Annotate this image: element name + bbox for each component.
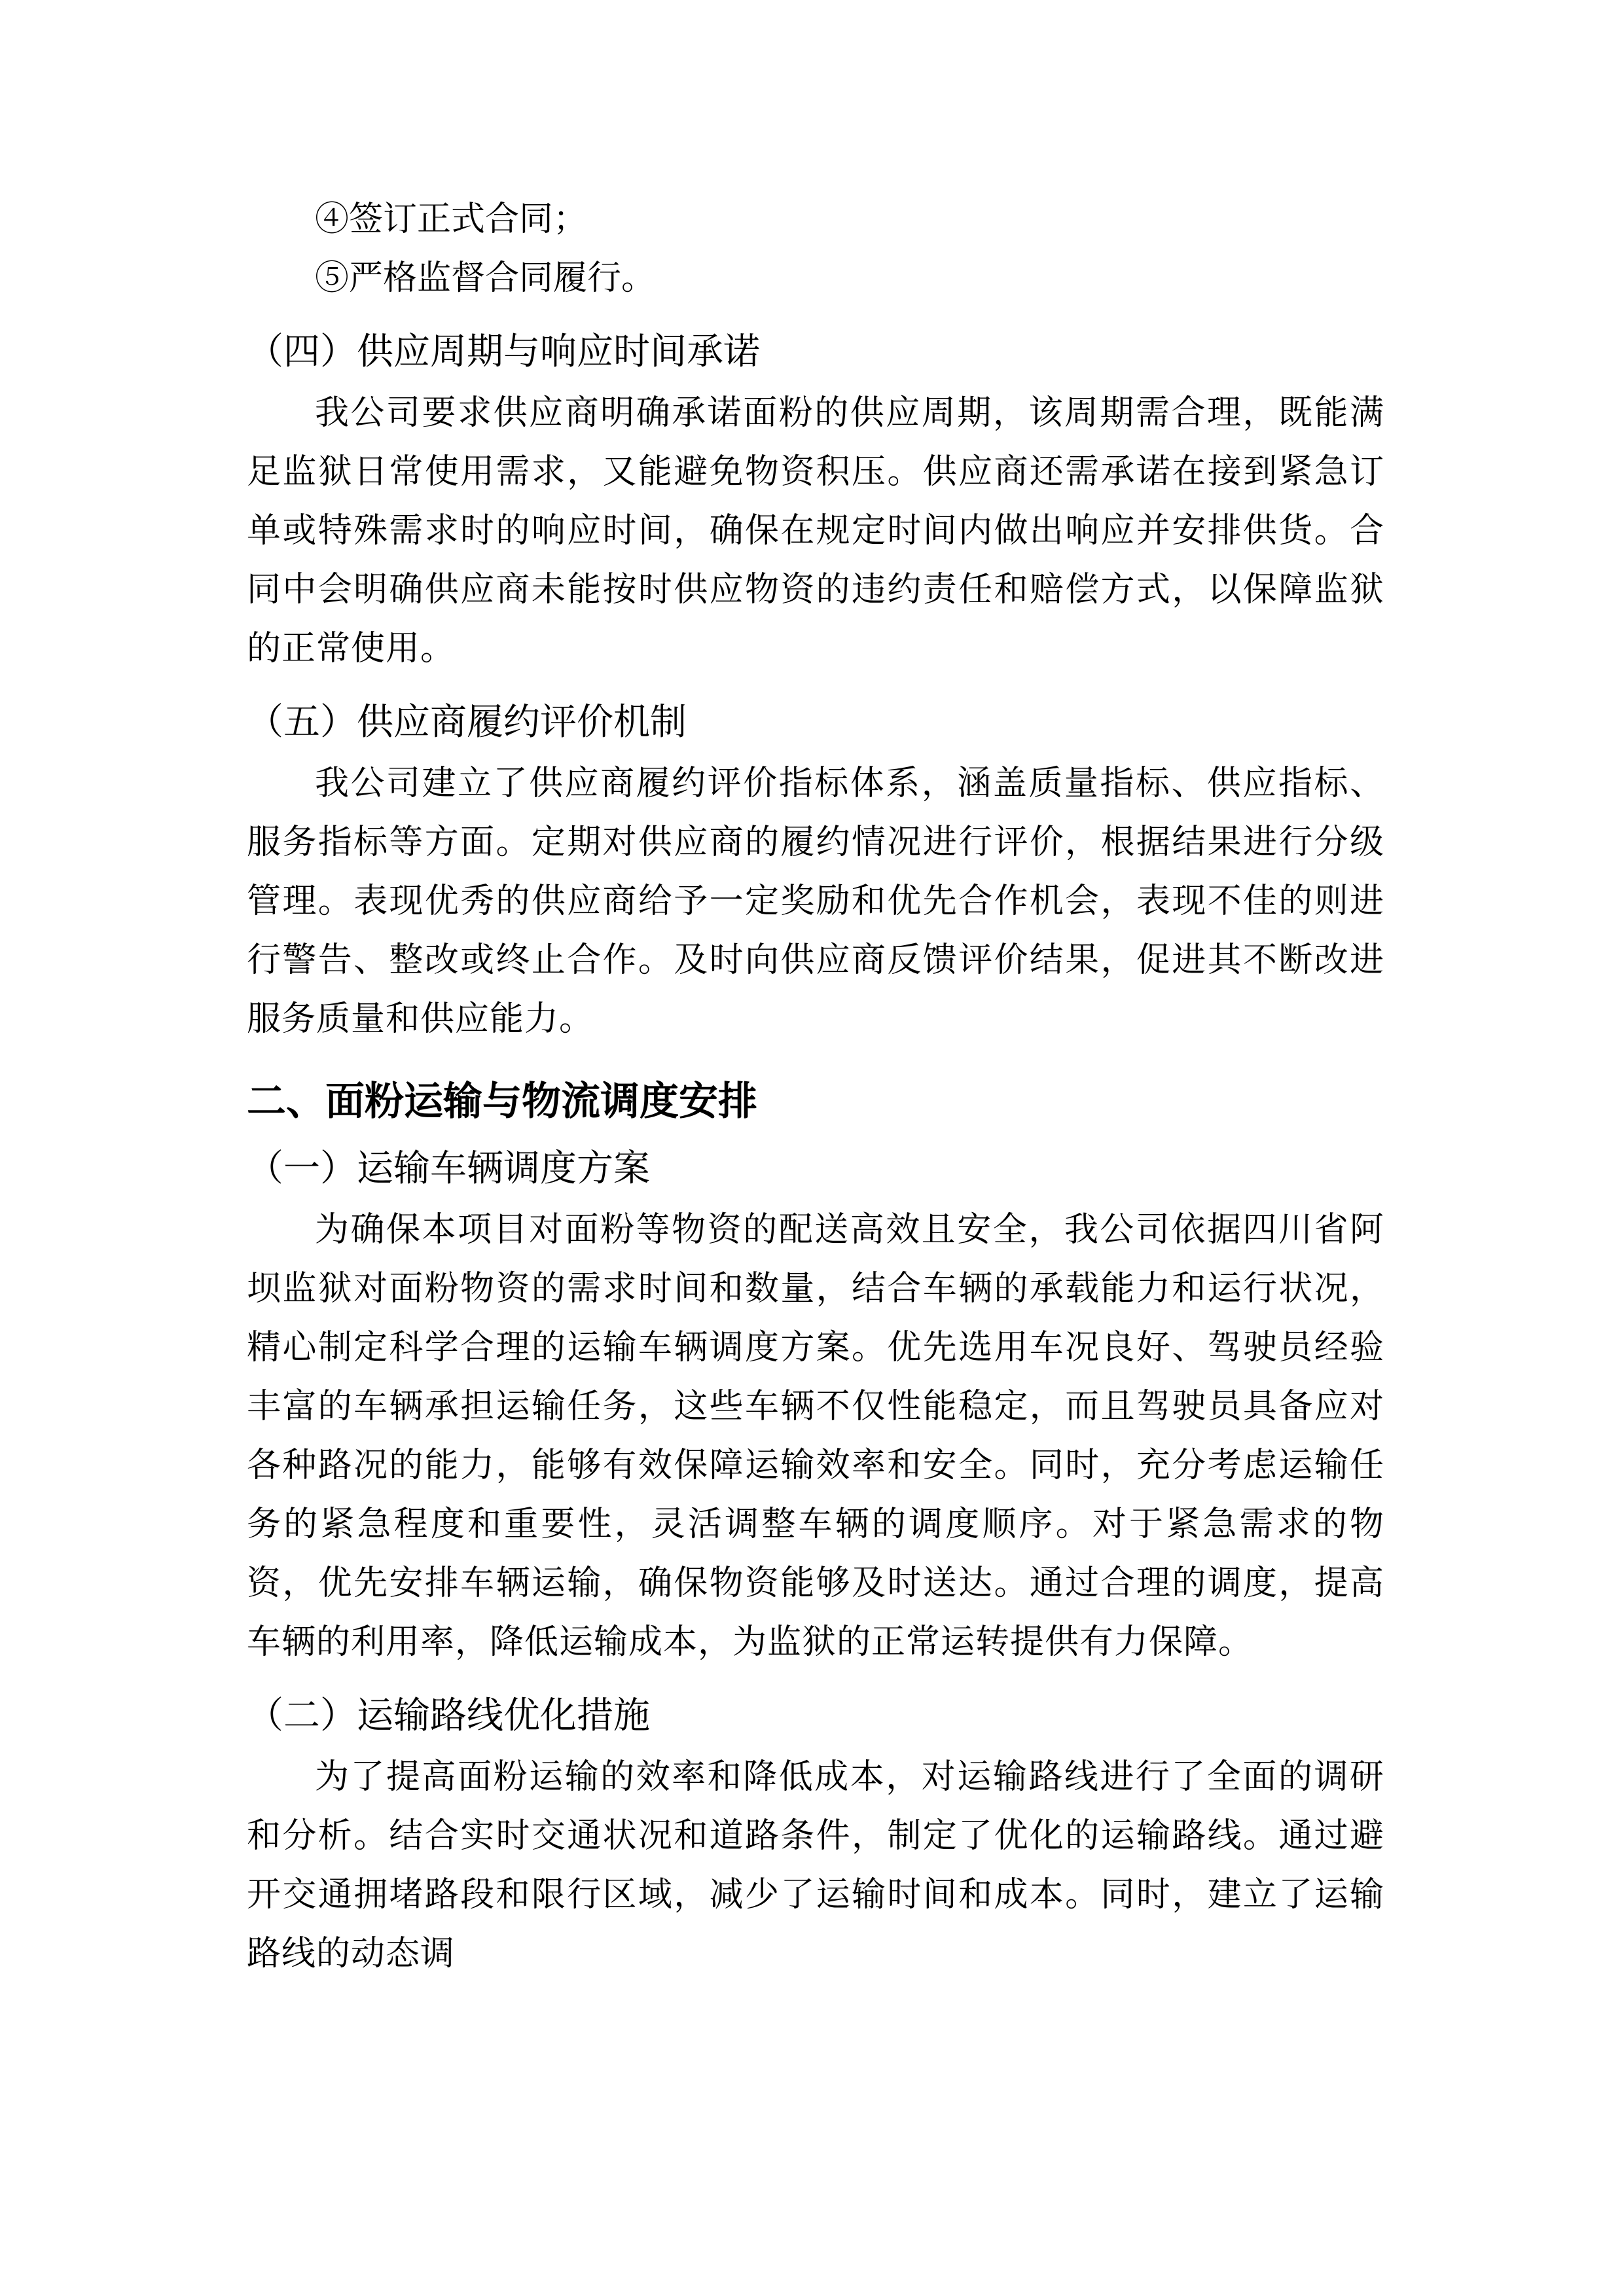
document-page bbox=[247, 190, 1384, 1983]
chapter-heading-transport-logistics: 二、面粉运输与物流调度安排 bbox=[247, 1079, 757, 1124]
paragraph-route-optimization: 为了提高面粉运输的效率和降低成本，对运输路线进行了全面的调研和分析。结合实时交通状况和道路条件，制定了优化的运输路线。通过避开交通拥堵路段和限行区域，减少了运输时间和成本。同时，建立了运输路线的动态调 bbox=[247, 1757, 1384, 1973]
list-item-sign-contract: ④签订正式合同； bbox=[315, 200, 588, 239]
section-heading-supplier-evaluation: （五）供应商履约评价机制 bbox=[247, 701, 687, 744]
paragraph-supply-cycle: 我公司要求供应商明确承诺面粉的供应周期，该周期需合理，既能满足监狱日常使用需求，又能避免物资积压。供应商还需承诺在接到紧急订单或特殊需求时的响应时间，确保在规定时间内做出响应并安排供货。合同中会明确供应商未能按时供应物资的违约责任和赔偿方式，以保障监狱的正常使用。 bbox=[247, 393, 1384, 668]
section-heading-vehicle-dispatch: （一）运输车辆调度方案 bbox=[247, 1147, 650, 1190]
section-heading-route-optimization: （二）运输路线优化措施 bbox=[247, 1695, 650, 1737]
section-heading-supply-cycle: （四）供应周期与响应时间承诺 bbox=[247, 331, 760, 373]
list-item-supervise-contract: ⑤严格监督合同履行。 bbox=[315, 259, 656, 298]
paragraph-vehicle-dispatch: 为确保本项目对面粉等物资的配送高效且安全，我公司依据四川省阿坝监狱对面粉物资的需求时间和数量，结合车辆的承载能力和运行状况，精心制定科学合理的运输车辆调度方案。优先选用车况良好、驾驶员经验丰富的车辆承担运输任务，这些车辆不仅性能稳定，而且驾驶员具备应对各种路况的能力，能够有效保障运输效率和安全。同时，充分考虑运输任务的紧急程度和重要性，灵活调整车辆的调度顺序。对于紧急需求的物资，优先安排车辆运输，确保物资能够及时送达。通过合理的调度，提高车辆的利用率，降低运输成本，为监狱的正常运转提供有力保障。 bbox=[247, 1210, 1384, 1662]
paragraph-supplier-evaluation: 我公司建立了供应商履约评价指标体系，涵盖质量指标、供应指标、服务指标等方面。定期对供应商的履约情况进行评价，根据结果进行分级管理。表现优秀的供应商给予一定奖励和优先合作机会，表现不佳的则进行警告、整改或终止合作。及时向供应商反馈评价结果，促进其不断改进服务质量和供应能力。 bbox=[247, 764, 1384, 1039]
